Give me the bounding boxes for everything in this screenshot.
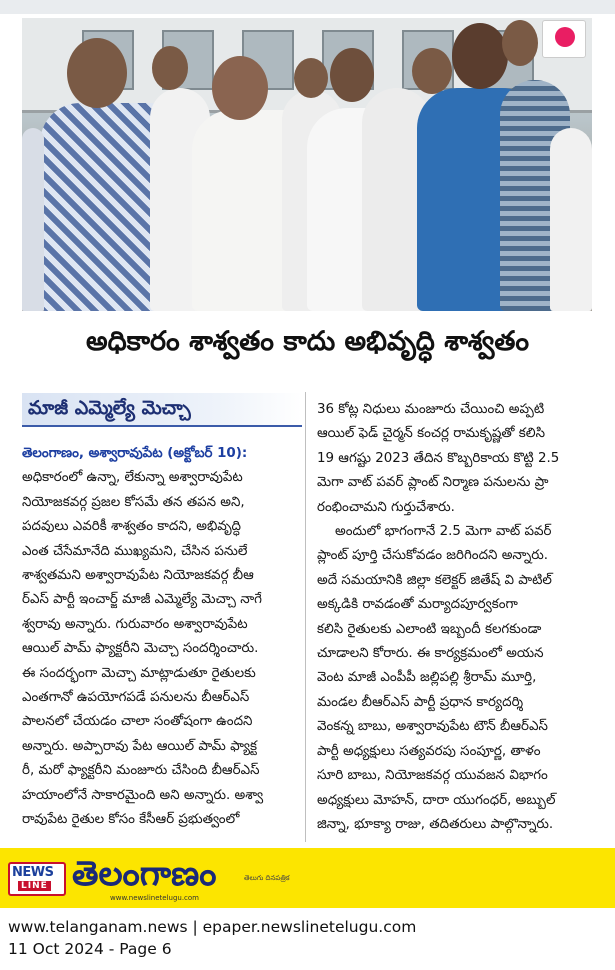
body-line: వెంకన్న బాబు, అశ్వారావుపేట టౌన్ బీఆర్ఎస్ (317, 719, 548, 735)
dateline: తెలంగాణం, అశ్వారావుపేట (అక్టోబర్ 10): (22, 446, 248, 461)
right-column (317, 398, 595, 837)
body-line: 36 కోట్ల నిధులు మంజూరు చేయించి అప్పటి (317, 402, 545, 417)
body-line: అక్కడికి రావడంతో మర్యాదపూర్వకంగా (317, 597, 518, 613)
masthead-tagline: తెలుగు దినపత్రిక (244, 874, 290, 882)
footer-masthead-band (0, 848, 615, 908)
subheadline-band (22, 393, 302, 427)
body-line: హయాంలోనే సాకారమైంది అని అన్నారు. అశ్వా (22, 787, 264, 803)
body-line: సూరి బాబు, నియోజకవర్గ యువజన విభాగం (317, 768, 548, 784)
page-top-strip (0, 0, 615, 14)
body-line: రీ, మరో ఫ్యాక్టరీని మంజూరు చేసింది బీఆర్ఎస్ (22, 763, 260, 779)
newsline-logo-top: NEWS (12, 865, 54, 880)
footer-date-page: 11 Oct 2024 - Page 6 (8, 940, 172, 958)
body-line: మండల బీఆర్ఎస్ పార్టీ ప్రధాన కార్యదర్శి (317, 694, 524, 710)
body-line: పాలనలో చేయడం చాలా సంతోషంగా ఉందని (22, 714, 253, 730)
body-line: చూడాలని కోరారు. ఈ కార్యక్రమంలో అయన (317, 646, 544, 662)
subheadline: మాజీ ఎమ్మెల్యే మెచ్చా (28, 397, 191, 419)
body-line: అధికారంలో ఉన్నా, లేకున్నా అశ్వారావుపేట (22, 470, 243, 486)
party-logo-poster (542, 20, 586, 58)
column-divider (305, 392, 306, 842)
body-line: ఈ సందర్భంగా మెచ్చా మాట్లాడుతూ రైతులకు (22, 665, 256, 681)
body-line: రంభించామని గుర్తుచేశారు. (317, 499, 455, 515)
footer-sites: www.telanganam.news | epaper.newslinetelugu.com (8, 918, 417, 936)
body-line: ప్లాంట్ పూర్తి చేసుకోవడం జరిగిందని అన్నారు. (317, 548, 549, 564)
body-line: జిన్నా, భూక్యా రాజు, తదితరులు పాల్గొన్నారు. (317, 816, 554, 832)
masthead-title: తెలంగాణం (72, 854, 217, 894)
body-line: మెగా వాట్ పవర్ ప్లాంట్ నిర్మాణ పనులను ప్రా (317, 475, 549, 491)
body-line: ఎంత చేసేమానేది ముఖ్యమని, చేసిన పనులే (22, 543, 248, 559)
newsline-logo-bottom: LINE (18, 881, 51, 891)
body-line: ర్ఎస్ పార్టీ ఇంచార్జ్ మాజీ ఎమ్మెల్యే మెచ్చా నాగే (22, 592, 262, 608)
body-line: శ్వరావు అన్నారు. గురువారం అశ్వారావుపేట (22, 616, 248, 632)
body-line: ఆయిల్ ఫెడ్ చైర్మన్ కంచర్ల రామకృష్ణతో కలిసి (317, 426, 545, 442)
body-line: కలిసి రైతులకు ఎలాంటి ఇబ్బందీ కలగకుండా (317, 621, 542, 637)
headline: అధికారం శాశ్వతం కాదు అభివృద్ధి శాశ్వతం (85, 326, 530, 357)
newsline-logo (8, 862, 66, 896)
body-line: అధ్యక్షులు మోహన్, దారా యుగంధర్, అబ్బుల్ (317, 792, 556, 808)
news-photo (22, 18, 592, 311)
body-line: ఆయిల్ పామ్ ఫ్యాక్టరీని మెచ్చా సందర్శించారు. (22, 641, 259, 657)
body-line: నియోజకవర్గ ప్రజల కోసమే తన తపన అని, (22, 494, 245, 510)
body-line: అదే సమయానికి జిల్లా కలెక్టర్ జితేష్ వి పాటిల్ (317, 572, 552, 588)
body-line: వెంట మాజీ ఎంపీపీ జల్లిపల్లి శ్రీరామ్ మూర్తి, (317, 670, 537, 686)
footer-info (0, 908, 615, 970)
body-line: రావుపేట రైతుల కోసం కేసీఆర్ ప్రభుత్వంలో (22, 812, 240, 828)
body-line: అందులో భాగంగానే 2.5 మెగా వాట్ పవర్ (335, 524, 552, 540)
left-column (22, 442, 297, 833)
body-line: పార్టీ అధ్యక్షులు సత్యవరపు సంపూర్ణ, తాళం (317, 743, 541, 759)
body-line: శాశ్వతమని అశ్వారావుపేట నియోజకవర్గ బీఆ (22, 568, 254, 584)
body-line: అన్నారు. అప్పారావు పేట ఆయిల్ పామ్ ఫ్యాక్ట (22, 738, 258, 754)
body-line: ఎంతగానో ఉపయోగపడే పనులను బీఆర్ఎస్ (22, 690, 250, 706)
masthead-url: www.newslinetelugu.com (110, 894, 199, 902)
body-line: పదవులు ఎవరికీ శాశ్వతం కాదని, అభివృద్ధి (22, 519, 242, 535)
body-line: 19 ఆగష్టు 2023 తేదిన కొబ్బరికాయ కొట్టి 2.5 (317, 450, 560, 466)
